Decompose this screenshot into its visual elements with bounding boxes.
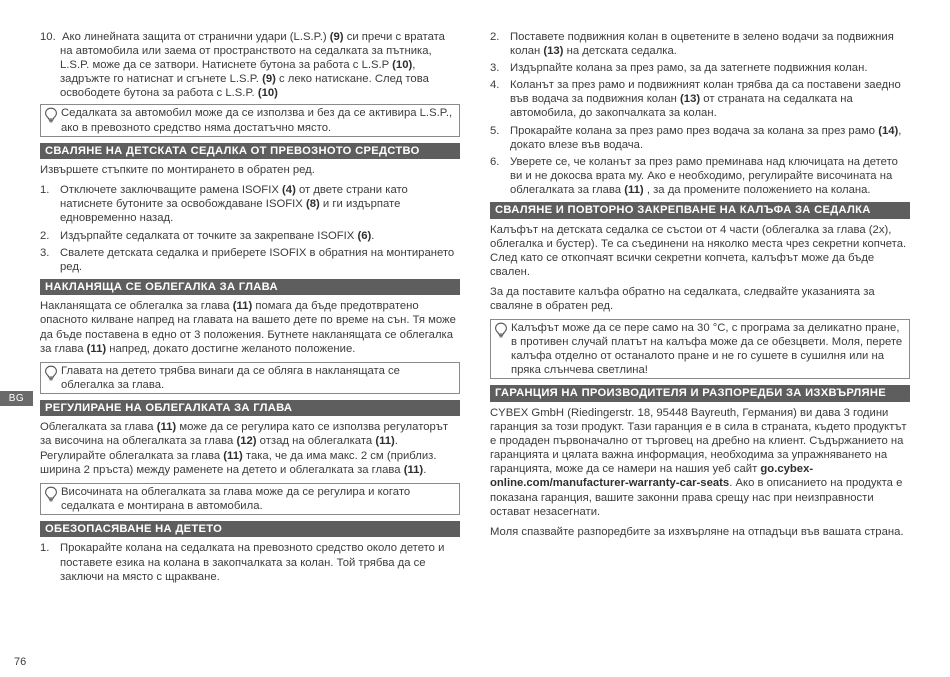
part-ref: (13) bbox=[680, 93, 701, 106]
part-ref: (11) bbox=[624, 183, 644, 196]
item-text: Отключете заключващите рамена ISOFIX bbox=[60, 184, 283, 197]
item-text: с леко натискане. След това освободете бутона за работа с L.S.P. bbox=[60, 73, 429, 100]
item-text: Ако линейната защита от странични удари (L.S.P.) bbox=[62, 31, 330, 43]
item-text: Издърпайте седалката от точките за закрепване ISOFIX bbox=[60, 229, 358, 242]
item-text: си пречи с вратата на автомобила или заема от пространството на седалката за пътника, L.S.P. може да се затвори. Натиснете бутона за работа с L.S.P bbox=[60, 31, 445, 72]
text: Облегалката за глава bbox=[40, 421, 157, 434]
part-ref: (10) bbox=[257, 87, 278, 100]
text: . bbox=[423, 463, 427, 476]
part-ref: (11) bbox=[223, 449, 243, 462]
item-number: 3. bbox=[40, 246, 50, 259]
right-column bbox=[490, 30, 910, 545]
lightbulb-icon bbox=[44, 107, 58, 123]
text: CYBEX GmbH (Riedingerstr. 18, 95448 Bayreuth, Германия) ви дава 3 години гаранция за този продукт. Тази гаранция е в сила в страната, където продуктът е продаден първоначално от търговец на дребно на клиент. Съдържанието на гаранцията и цялата важна информация, необходима за упражняването на гаранцията, може да се намери на нашия уеб сайт bbox=[490, 406, 907, 476]
item-text: Прокарайте колана на седалката на превозното средство около детето и поставете езика на колана в закопчалката за колан. Той трябва да се заключи на място с щракване. bbox=[60, 542, 445, 583]
part-ref: (11) bbox=[403, 463, 424, 476]
item-number: 10. bbox=[40, 31, 56, 43]
list-item bbox=[40, 229, 460, 243]
item-number: 6. bbox=[490, 155, 500, 168]
section-header-headrest-adjust: РЕГУЛИРАНЕ НА ОБЛЕГАЛКАТА ЗА ГЛАВА bbox=[40, 400, 460, 417]
lightbulb-icon bbox=[44, 365, 58, 381]
item-text: . bbox=[371, 229, 375, 242]
section-header-securing-child: ОБЕЗОПАСЯВАНЕ НА ДЕТЕТО bbox=[40, 521, 460, 538]
part-ref: (8) bbox=[305, 198, 320, 211]
list-item bbox=[490, 124, 910, 152]
section-header-warranty: ГАРАНЦИЯ НА ПРОИЗВОДИТЕЛЯ И РАЗПОРЕДБИ ЗА ИЗХВЪРЛЯНЕ bbox=[490, 385, 910, 402]
item-text: Свалете детската седалка и приберете ISOFIX в обратния на монтирането ред. bbox=[60, 246, 455, 273]
item-number: 5. bbox=[490, 124, 500, 137]
note-box bbox=[40, 362, 460, 394]
paragraph bbox=[40, 420, 460, 476]
text: отзад на облегалката bbox=[256, 435, 376, 448]
list-item bbox=[40, 183, 460, 225]
list-item bbox=[40, 541, 460, 583]
item-text: Прокарайте колана за през рамо през водача за колана за през рамо bbox=[510, 124, 879, 137]
item-text: от страната на седалката на автомобила, до закопчалката за колан. bbox=[510, 93, 853, 120]
part-ref: (11) bbox=[375, 435, 395, 448]
note-text: Главата на детето трябва винаги да се обляга в накланящата се облегалка за глава. bbox=[61, 364, 400, 391]
lightbulb-icon bbox=[494, 322, 508, 338]
item-text: , докато влезе във водача. bbox=[510, 124, 902, 151]
part-ref: (9) bbox=[329, 31, 344, 43]
page-number: 76 bbox=[14, 656, 27, 668]
part-ref: (14) bbox=[878, 124, 899, 137]
item-text: Поставете подвижния колан в оцветените в зелено водачи за подвижния колан bbox=[510, 31, 894, 58]
list-item-10 bbox=[40, 30, 460, 100]
part-ref: (11) bbox=[156, 421, 177, 434]
part-ref: (11) bbox=[232, 300, 253, 313]
part-ref: (11) bbox=[86, 342, 107, 355]
list-item bbox=[490, 155, 910, 197]
section-header-reclining-headrest: НАКЛАНЯЩА СЕ ОБЛЕГАЛКА ЗА ГЛАВА bbox=[40, 279, 460, 296]
item-text: Издърпайте колана за през рамо, за да затегнете подвижния колан. bbox=[510, 62, 868, 75]
language-tab: BG bbox=[0, 391, 33, 406]
paragraph: Калъфът на детската седалка се състои от 4 части (облегалка за глава (2x), облегалка и бустер). Те са съединени на няколко места чрез секретни копчета. След като се откопчаят всички секретни копчета, калъфът може да бъде свален. bbox=[490, 223, 907, 278]
item-text: Коланът за през рамо и подвижният колан трябва да са поставени заедно във водача за подвижния колан bbox=[510, 79, 901, 106]
item-number: 4. bbox=[490, 79, 500, 92]
section-header-removal: СВАЛЯНЕ НА ДЕТСКАТА СЕДАЛКА ОТ ПРЕВОЗНОТО СРЕДСТВО bbox=[40, 143, 460, 160]
item-number: 1. bbox=[40, 542, 50, 555]
paragraph: За да поставите калъфа обратно на седалката, следвайте указанията за сваляне в обратен ред. bbox=[490, 285, 875, 312]
part-ref: (12) bbox=[236, 435, 257, 448]
part-ref: (9) bbox=[262, 73, 276, 86]
text: . Ако в описанието на продукта е показана гаранция, вашите законни права срещу нас при неизправности остават незасегнати. bbox=[490, 477, 903, 518]
part-ref: (4) bbox=[282, 184, 296, 197]
note-text: Калъфът може да се пере само на 30 °C, с програма за деликатно пране, в противен случай платът на калъфа може да се обезцвети. Моля, перете калъфа отделно от останалото пране и не го сушете в сушилня или на пряка слънчева светлина! bbox=[511, 322, 903, 377]
section-header-cover: СВАЛЯНЕ И ПОВТОРНО ЗАКРЕПВАНЕ НА КАЛЪФА ЗА СЕДАЛКА bbox=[490, 202, 910, 219]
item-text: и ги издърпате едновременно назад. bbox=[60, 198, 401, 225]
paragraph: Извършете стъпките по монтирането в обратен ред. bbox=[40, 164, 315, 177]
text: . Регулирайте облегалката за глава bbox=[40, 435, 398, 462]
text: може да се регулира като се използва регулаторът за височина на облегалката за глава bbox=[40, 421, 449, 448]
text: помага да бъде предотвратено опасното килване напред на главата на вашето дете по време на сън. Тя може да бъде поставена в едно от 3 положения. Бутнете накланящата се облегалка за глава bbox=[40, 300, 456, 355]
item-number: 3. bbox=[490, 62, 500, 75]
part-ref: (6) bbox=[357, 229, 372, 242]
item-number: 2. bbox=[490, 31, 500, 43]
left-column bbox=[40, 30, 460, 587]
item-text: от двете страни като натиснете бутоните за освобождаване ISOFIX bbox=[60, 184, 408, 211]
paragraph bbox=[490, 406, 910, 519]
text: напред, докато достигне желаното положение. bbox=[106, 342, 356, 355]
paragraph bbox=[40, 299, 460, 355]
list-item bbox=[490, 78, 910, 120]
note-box bbox=[40, 104, 460, 136]
item-text: Уверете се, че коланът за през рамо преминава над ключицата на детето ви и не докосва врата му. Ако е необходимо, регулирайте височината на облегалката за глава bbox=[510, 155, 898, 196]
note-box bbox=[490, 319, 910, 379]
item-text: на детската седалка. bbox=[563, 45, 677, 58]
text: Накланящата се облегалка за глава bbox=[40, 300, 233, 313]
item-number: 2. bbox=[40, 229, 50, 242]
list-item bbox=[40, 246, 460, 274]
text: така, че да има макс. 2 см (приблиз. ширина 2 пръста) между раменете на детето и облегалката за глава bbox=[40, 449, 437, 476]
item-text: , за да промените положението на колана. bbox=[643, 183, 871, 196]
note-box bbox=[40, 483, 460, 515]
part-ref: (10) bbox=[392, 59, 413, 72]
paragraph: Моля спазвайте разпоредбите за изхвърляне на отпадъци във вашата страна. bbox=[490, 525, 904, 538]
note-text: Височината на облегалката за глава може да се регулира и когато седалката е монтирана в автомобила. bbox=[61, 485, 411, 512]
list-item bbox=[490, 61, 910, 75]
item-number: 1. bbox=[40, 184, 50, 197]
lightbulb-icon bbox=[44, 486, 58, 502]
note-text: Седалката за автомобил може да се използва и без да се активира L.S.P., ако в превозното средство няма достатъчно място. bbox=[61, 107, 453, 134]
item-text: , задръжте го натиснат и сгънете L.S.P. bbox=[60, 59, 416, 86]
list-item bbox=[490, 30, 910, 58]
warranty-link[interactable]: go.cybex-online.com/manufacturer-warranty-car-seats bbox=[490, 463, 814, 490]
part-ref: (13) bbox=[543, 45, 564, 58]
